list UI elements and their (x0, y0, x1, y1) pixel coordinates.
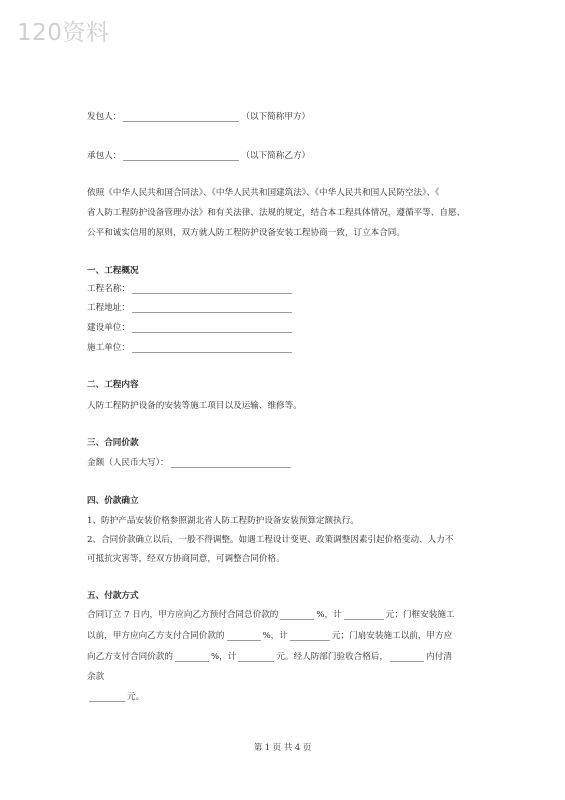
party-a-line (87, 110, 310, 122)
section-1-title: 一、工程概况 (87, 266, 139, 276)
section-4-line-3: 可抵抗灾害等，经双方协商同意，可调整合同价格。 (87, 554, 285, 564)
payment-text: 元；门框安装施工 (385, 610, 455, 620)
field-construction-unit (87, 321, 294, 333)
amount-blank (238, 652, 274, 662)
field-label: 建设单位： (87, 323, 130, 333)
amount-blank (171, 458, 291, 468)
field-label: 工程名称： (87, 284, 130, 294)
section-5-title: 五、付款方式 (87, 591, 139, 601)
section-2-title: 二、工程内容 (87, 380, 139, 390)
party-b-suffix: （以下简称乙方） (241, 151, 311, 161)
payment-text: 元。经人防部门验收合格后， (276, 652, 389, 662)
payment-text: %，计 (262, 631, 288, 641)
payment-line-3 (87, 650, 452, 662)
section-4-line-1: 1、防护产品安装价格参照湖北省人防工程防护设备安装预算定额执行。 (87, 516, 359, 526)
payment-line-2 (87, 629, 452, 641)
payment-text: 元。 (127, 692, 145, 702)
preamble-line-1: 依照《中华人民共和国合同法》、《中华人民共和国建筑法》、《中华人民共和国人民防空法》、《 (87, 188, 440, 198)
party-a-suffix: （以下简称甲方） (241, 112, 311, 122)
amount-blank (290, 631, 330, 641)
payment-line-1 (87, 608, 455, 620)
payment-text: 合同订立 7 日内，甲方应向乙方预付合同总价款的 (87, 610, 279, 620)
field-label: 工程地址： (87, 303, 130, 313)
party-b-line (87, 149, 310, 161)
payment-text: %，计 (316, 610, 342, 620)
contract-amount-line (87, 456, 293, 468)
preamble-line-2: 省人防工程防护设备管理办法》和有关法律、法规的规定，结合本工程具体情况，遵循平等、自愿、 (87, 208, 466, 218)
field-label: 施工单位： (87, 343, 130, 353)
preamble-line-3: 公平和诚实信用的原则，双方就人防工程防护设备安装工程协商一致，订立本合同。 (87, 228, 405, 238)
section-3-title: 三、合同价款 (87, 438, 139, 448)
percent-blank (175, 652, 209, 662)
payment-text: 内付清 (426, 652, 452, 662)
party-b-blank (123, 151, 239, 161)
section-4-title: 四、价款确立 (87, 496, 139, 506)
field-blank (132, 323, 292, 333)
section-2-text: 人防工程防护设备的安装等施工项目以及运输、维修等。 (87, 401, 302, 411)
amount-blank (344, 610, 384, 620)
payment-text: %，计 (210, 652, 237, 662)
party-a-label: 发包人： (87, 112, 122, 122)
page-footer: 第 1 页 共 4 页 (253, 742, 312, 752)
percent-blank (227, 631, 261, 641)
section-4-line-2: 2、合同价款确立以后，一般不得调整。如遇工程设计变更、政策调整因素引起价格变动、人力不 (87, 535, 454, 545)
field-contractor-unit (87, 341, 294, 353)
field-project-address (87, 301, 294, 313)
field-project-name (87, 282, 294, 294)
field-blank (132, 284, 292, 294)
payment-text: 以前，甲方应向乙方支付合同价款的 (87, 631, 225, 641)
payment-line-4: 余款 (87, 672, 105, 682)
payment-line-5 (87, 690, 144, 702)
watermark-logo: 120资料 (17, 20, 110, 46)
payment-text: 向乙方支付合同价款的 (87, 652, 173, 662)
amount-label: 金额（人民币大写）： (87, 458, 169, 468)
field-blank (132, 303, 292, 313)
days-blank (390, 652, 424, 662)
payment-text: 元；门扇安装施工以前，甲方应 (331, 631, 453, 641)
remaining-blank (89, 692, 125, 702)
party-a-blank (123, 112, 239, 122)
percent-blank (280, 610, 314, 620)
party-b-label: 承包人： (87, 151, 122, 161)
field-blank (132, 343, 292, 353)
